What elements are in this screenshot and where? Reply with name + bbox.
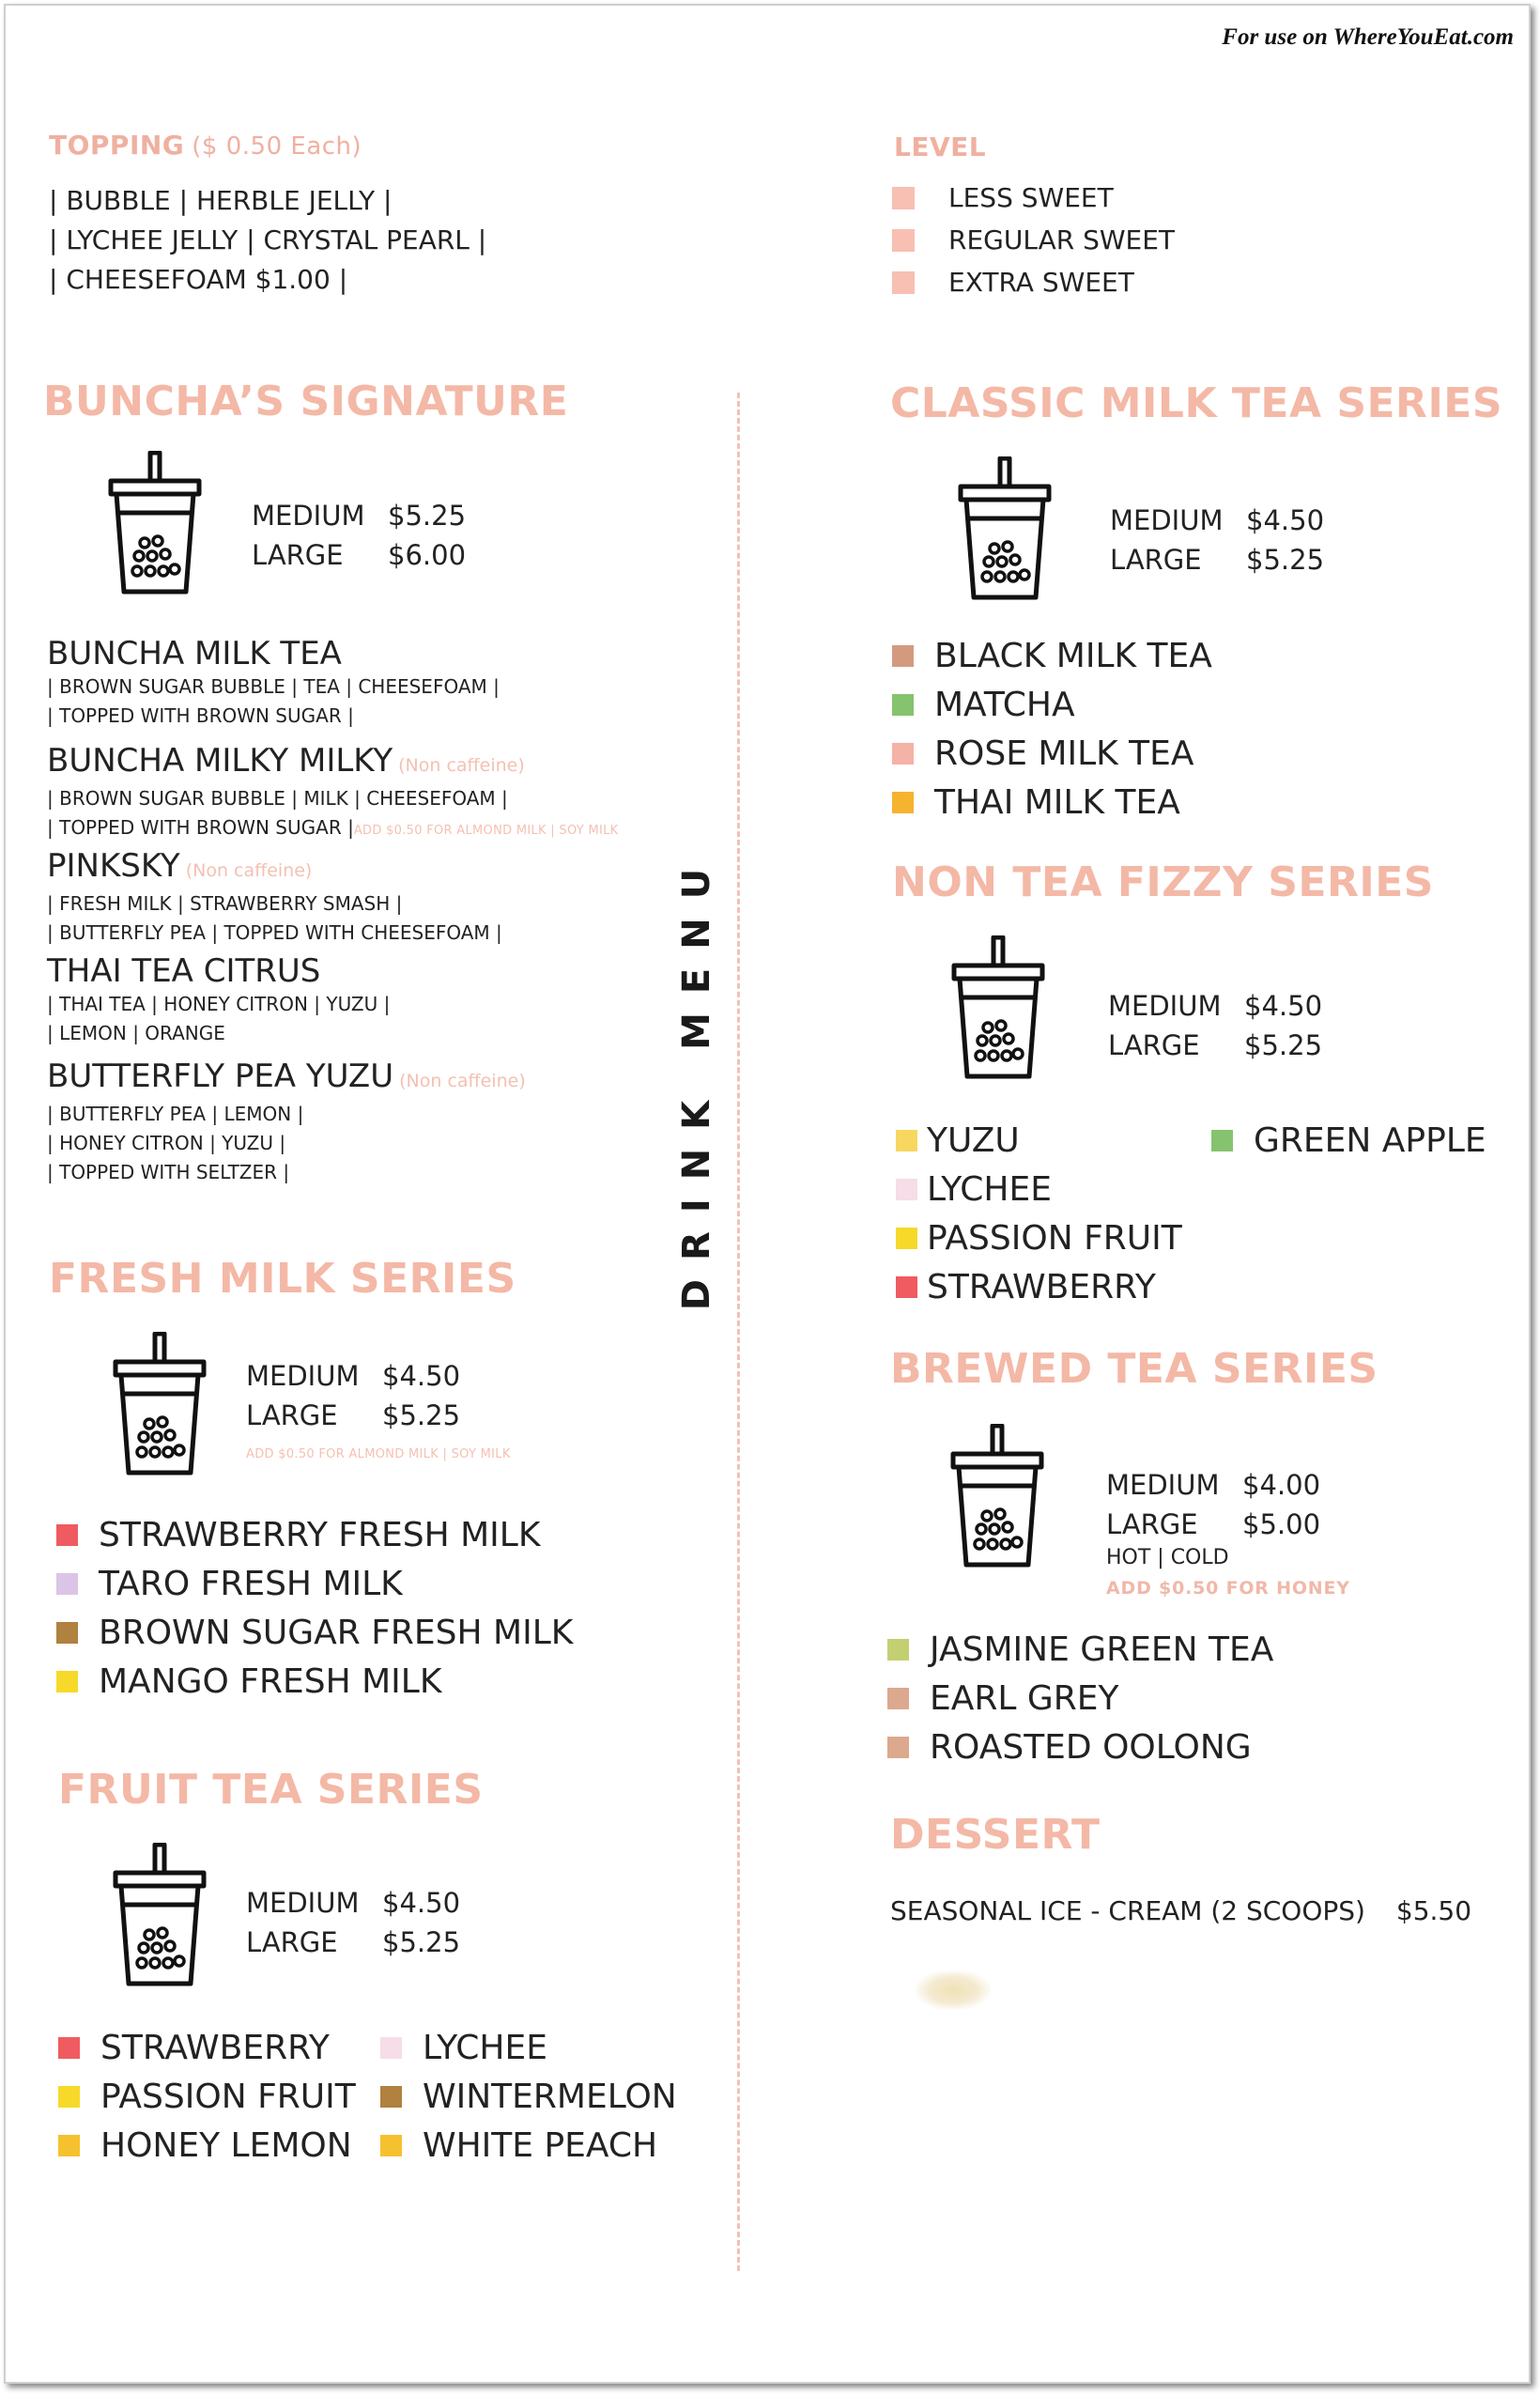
medium-label: MEDIUM — [1108, 990, 1222, 1022]
topping-price-note: ($ 0.50 Each) — [192, 132, 362, 161]
flavor-name: WINTERMELON — [423, 2077, 677, 2116]
flavor-name: ROSE MILK TEA — [934, 734, 1194, 773]
fizzy-prices — [1108, 986, 1322, 1065]
fruit-tea-prices — [246, 1883, 460, 1962]
signature-item — [47, 635, 500, 731]
color-swatch — [887, 1688, 909, 1709]
medium-label: MEDIUM — [1110, 504, 1224, 536]
color-swatch — [887, 1639, 909, 1661]
color-swatch — [892, 645, 914, 667]
signature-item — [47, 742, 618, 845]
non-caffeine-note: (Non caffeine) — [185, 860, 313, 881]
brewed-title: BREWED TEA SERIES — [890, 1345, 1378, 1393]
medium-price: $4.00 — [1242, 1469, 1321, 1501]
flavor-name: PASSION FRUIT — [927, 1218, 1182, 1258]
flavor-name: PASSION FRUIT — [100, 2077, 356, 2116]
watermark: For use on WhereYouEat.com — [1222, 24, 1514, 50]
signature-item — [47, 1058, 526, 1187]
large-price: $5.25 — [382, 1399, 461, 1431]
fizzy-list — [896, 1116, 1182, 1311]
medium-label: MEDIUM — [1106, 1469, 1220, 1501]
color-swatch — [380, 2135, 402, 2156]
flavor-name: BROWN SUGAR FRESH MILK — [99, 1613, 574, 1652]
color-swatch — [58, 2086, 80, 2108]
flavor-name: GREEN APPLE — [1254, 1120, 1486, 1160]
list-item — [887, 1723, 1273, 1771]
item-desc: | BROWN SUGAR BUBBLE | MILK | CHEESEFOAM | — [47, 787, 508, 810]
color-swatch — [892, 694, 914, 716]
level-item — [892, 177, 1175, 219]
non-caffeine-note: (Non caffeine) — [398, 755, 525, 776]
item-name: PINKSKY — [47, 847, 180, 885]
brewed-prices — [1106, 1465, 1350, 1604]
large-price: $5.25 — [382, 1926, 461, 1958]
bubble-tea-cup-icon — [108, 1843, 211, 1993]
fresh-milk-title: FRESH MILK SERIES — [49, 1255, 516, 1303]
flavor-name: BLACK MILK TEA — [934, 636, 1212, 675]
dessert-title: DESSERT — [890, 1811, 1101, 1859]
non-caffeine-note: (Non caffeine) — [399, 1071, 526, 1091]
classic-list — [892, 631, 1212, 827]
flavor-name: ROASTED OOLONG — [930, 1727, 1252, 1767]
topping-line: | CHEESEFOAM $1.00 | — [49, 264, 348, 295]
list-item — [896, 1116, 1182, 1165]
medium-price: $4.50 — [1244, 990, 1323, 1022]
level-label: EXTRA SWEET — [948, 267, 1134, 298]
item-desc: | THAI TEA | HONEY CITRON | YUZU | — [47, 993, 391, 1015]
list-item — [892, 729, 1212, 778]
color-swatch — [380, 2086, 402, 2108]
medium-price: $4.50 — [382, 1360, 461, 1392]
item-desc: | FRESH MILK | STRAWBERRY SMASH | — [47, 892, 403, 915]
large-label: LARGE — [246, 1399, 338, 1431]
color-swatch — [380, 2037, 402, 2059]
list-item — [56, 1510, 573, 1559]
level-swatch — [892, 271, 915, 294]
hot-cold-option: HOT | COLD — [1106, 1546, 1229, 1569]
list-item — [58, 2121, 356, 2170]
flavor-name: STRAWBERRY — [927, 1267, 1156, 1306]
fresh-milk-prices — [246, 1356, 511, 1475]
color-swatch — [56, 1622, 78, 1644]
list-item — [887, 1625, 1273, 1674]
flavor-name: LYCHEE — [927, 1169, 1052, 1209]
level-item — [892, 219, 1175, 261]
classic-title: CLASSIC MILK TEA SERIES — [890, 379, 1503, 427]
bubble-tea-cup-icon — [953, 456, 1056, 607]
list-item — [892, 680, 1212, 729]
flavor-name: WHITE PEACH — [423, 2125, 658, 2165]
bubble-tea-cup-icon — [947, 935, 1050, 1086]
color-swatch — [887, 1737, 909, 1758]
flavor-name: THAI MILK TEA — [934, 782, 1180, 822]
item-desc: | LEMON | ORANGE — [47, 1022, 225, 1044]
large-price: $5.00 — [1242, 1508, 1321, 1540]
flavor-name: MATCHA — [934, 685, 1075, 724]
signature-item — [47, 847, 502, 948]
list-item — [896, 1262, 1182, 1311]
fizzy-list-extra — [1211, 1116, 1486, 1165]
flavor-name: STRAWBERRY — [100, 2028, 330, 2067]
item-desc: | TOPPED WITH BROWN SUGAR | — [47, 704, 354, 727]
bubble-tea-cup-icon — [103, 451, 207, 601]
fruit-tea-list-col2 — [380, 2023, 677, 2170]
list-item — [380, 2121, 677, 2170]
level-list — [892, 177, 1175, 303]
list-item — [380, 2072, 677, 2121]
large-label: LARGE — [1106, 1508, 1198, 1540]
color-swatch — [1211, 1130, 1233, 1151]
medium-label: MEDIUM — [246, 1887, 360, 1919]
color-swatch — [896, 1228, 917, 1249]
milk-option-note: ADD $0.50 FOR ALMOND MILK | SOY MILK — [246, 1447, 511, 1461]
level-item — [892, 261, 1175, 303]
topping-list — [49, 181, 486, 300]
classic-prices — [1110, 501, 1324, 579]
signature-item — [47, 952, 390, 1048]
large-price: $5.25 — [1246, 544, 1325, 576]
level-title: LEVEL — [894, 131, 987, 162]
item-desc: | BROWN SUGAR BUBBLE | TEA | CHEESEFOAM | — [47, 675, 500, 698]
topping-line: | LYCHEE JELLY | CRYSTAL PEARL | — [49, 224, 487, 255]
list-item — [58, 2072, 356, 2121]
color-swatch — [896, 1179, 917, 1200]
color-swatch — [896, 1276, 917, 1298]
item-desc: | BUTTERFLY PEA | LEMON | — [47, 1103, 304, 1125]
color-swatch — [58, 2037, 80, 2059]
fruit-tea-title: FRUIT TEA SERIES — [58, 1766, 484, 1814]
flavor-name: LYCHEE — [423, 2028, 547, 2067]
bubble-tea-cup-icon — [946, 1424, 1049, 1574]
color-swatch — [56, 1573, 78, 1595]
color-swatch — [892, 792, 914, 813]
flavor-name: JASMINE GREEN TEA — [930, 1630, 1274, 1669]
signature-title: BUNCHA’S SIGNATURE — [43, 378, 569, 425]
flavor-name: HONEY LEMON — [100, 2125, 352, 2165]
brewed-list — [887, 1625, 1273, 1771]
list-item — [896, 1165, 1182, 1213]
dessert-name: SEASONAL ICE - CREAM (2 SCOOPS) — [890, 1895, 1365, 1926]
item-name: BUNCHA MILKY MILKY — [47, 742, 393, 780]
large-label: LARGE — [246, 1926, 338, 1958]
list-item — [56, 1559, 573, 1608]
honey-note: ADD $0.50 FOR HONEY — [1106, 1578, 1350, 1599]
fruit-tea-list-col1 — [58, 2023, 356, 2170]
level-swatch — [892, 187, 915, 209]
dessert-price: $5.50 — [1395, 1895, 1472, 1926]
list-item — [56, 1608, 573, 1657]
list-item — [896, 1213, 1182, 1262]
topping-line: | BUBBLE | HERBLE JELLY | — [49, 185, 393, 216]
large-label: LARGE — [252, 539, 344, 571]
bubble-tea-cup-icon — [108, 1332, 211, 1482]
item-name: THAI TEA CITRUS — [47, 952, 321, 990]
medium-price: $5.25 — [388, 500, 467, 532]
list-item — [58, 2023, 356, 2072]
signature-prices — [252, 496, 466, 575]
level-swatch — [892, 229, 915, 252]
medium-label: MEDIUM — [252, 500, 365, 532]
level-label: REGULAR SWEET — [948, 224, 1176, 255]
print-smudge — [916, 1970, 991, 2010]
medium-label: MEDIUM — [246, 1360, 360, 1392]
large-label: LARGE — [1110, 544, 1202, 576]
level-label: LESS SWEET — [948, 182, 1114, 213]
list-item — [56, 1657, 573, 1706]
medium-price: $4.50 — [1246, 504, 1325, 536]
list-item — [892, 631, 1212, 680]
color-swatch — [56, 1671, 78, 1692]
color-swatch — [58, 2135, 80, 2156]
fresh-milk-list — [56, 1510, 573, 1706]
drink-menu-text: DRINK MENU — [675, 849, 718, 1311]
flavor-name: EARL GREY — [930, 1678, 1119, 1718]
item-desc: | HONEY CITRON | YUZU | — [47, 1132, 286, 1154]
list-item — [887, 1674, 1273, 1723]
topping-title: TOPPING — [49, 130, 185, 161]
dessert-item — [890, 1895, 1471, 1926]
large-price: $6.00 — [388, 539, 467, 571]
list-item — [380, 2023, 677, 2072]
flavor-name: STRAWBERRY FRESH MILK — [99, 1515, 541, 1554]
item-desc: | BUTTERFLY PEA | TOPPED WITH CHEESEFOAM | — [47, 921, 502, 944]
fizzy-title: NON TEA FIZZY SERIES — [892, 858, 1434, 906]
item-name: BUNCHA MILK TEA — [47, 635, 342, 672]
milk-option-note: ADD $0.50 FOR ALMOND MILK | SOY MILK — [353, 824, 619, 838]
list-item — [892, 778, 1212, 827]
medium-price: $4.50 — [382, 1887, 461, 1919]
item-desc: | TOPPED WITH SELTZER | — [47, 1161, 290, 1183]
center-divider — [737, 393, 740, 2271]
flavor-name: YUZU — [927, 1120, 1020, 1160]
item-name: BUTTERFLY PEA YUZU — [47, 1058, 394, 1095]
flavor-name: MANGO FRESH MILK — [99, 1661, 442, 1701]
item-desc: | TOPPED WITH BROWN SUGAR | — [47, 816, 354, 839]
flavor-name: TARO FRESH MILK — [99, 1564, 403, 1603]
color-swatch — [896, 1130, 917, 1151]
color-swatch — [56, 1524, 78, 1546]
color-swatch — [892, 743, 914, 765]
list-item — [1211, 1116, 1486, 1165]
large-price: $5.25 — [1244, 1029, 1323, 1061]
topping-heading — [49, 130, 362, 161]
large-label: LARGE — [1108, 1029, 1200, 1061]
